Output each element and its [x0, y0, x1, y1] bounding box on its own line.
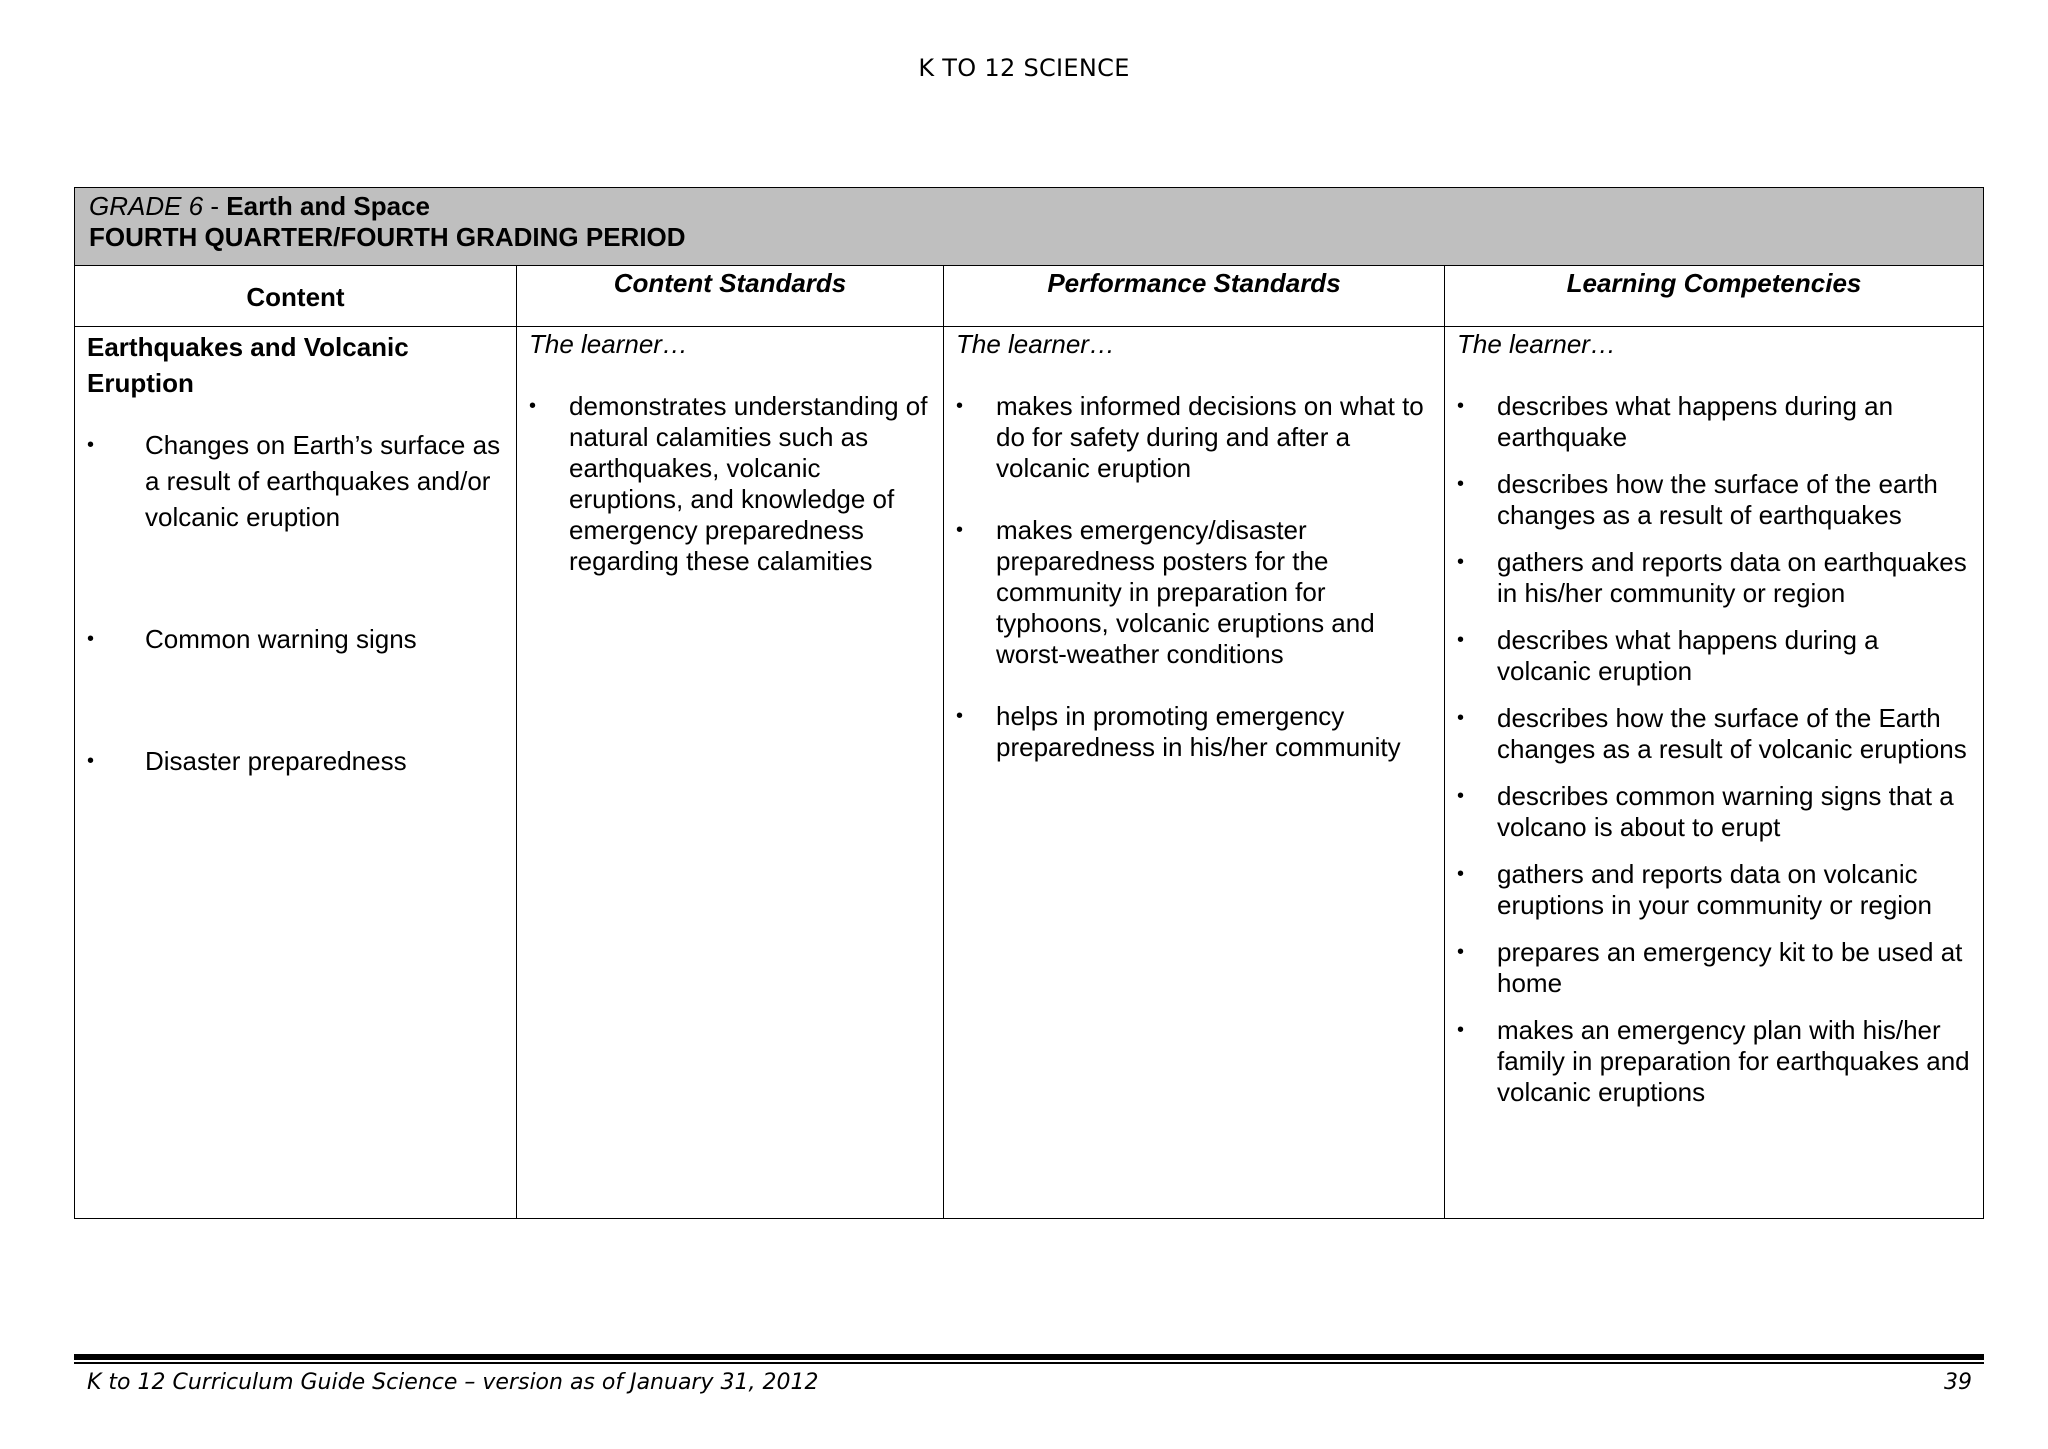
bullet-icon: • [1457, 551, 1465, 573]
footer-document-version: K to 12 Curriculum Guide Science – version as of January 31, 2012 [87, 1370, 819, 1395]
learner-intro: The learner… [956, 329, 1115, 359]
bullet-icon: • [1457, 473, 1465, 495]
learner-intro: The learner… [529, 329, 688, 359]
bullet-icon: • [1457, 707, 1465, 729]
list-item [1457, 391, 1971, 453]
list-item-text: makes an emergency plan with his/her family in preparation for earthquakes and volcanic eruptions [1497, 1015, 1970, 1107]
footer-rule-thin [74, 1362, 1984, 1364]
bullet-icon: • [1457, 1019, 1465, 1041]
list-item-text: Changes on Earth’s surface as a result of earthquakes and/or volcanic eruption [145, 430, 501, 532]
bullet-icon: • [956, 395, 964, 417]
bullet-icon: • [87, 750, 95, 772]
footer-rule-thick [74, 1354, 1984, 1360]
list-item-text: prepares an emergency kit to be used at home [1497, 937, 1963, 998]
column-header-performance-standards: Performance Standards [944, 266, 1445, 327]
learner-intro: The learner… [1457, 329, 1616, 359]
list-item [1457, 781, 1971, 843]
content-standards-cell [517, 327, 944, 1218]
list-item [956, 701, 1432, 763]
learning-competencies-cell [1445, 327, 1983, 1218]
page-header-title: K TO 12 SCIENCE [918, 54, 1130, 82]
title-separator: - [203, 191, 227, 221]
list-item-text: describes how the surface of the earth changes as a result of earthquakes [1497, 469, 1938, 530]
bullet-icon: • [956, 705, 964, 727]
list-item [956, 391, 1432, 484]
list-item-text: Common warning signs [145, 624, 417, 654]
list-item-text: describes what happens during a volcanic eruption [1497, 625, 1879, 686]
performance-standards-cell [944, 327, 1445, 1218]
list-item [1457, 547, 1971, 609]
list-item-text: makes emergency/disaster preparedness posters for the community in preparation for typhoons, volcanic eruptions and worst-weather conditions [996, 515, 1375, 669]
footer-page-number: 39 [1944, 1370, 1972, 1395]
list-item-text: gathers and reports data on volcanic eruptions in your community or region [1497, 859, 1932, 920]
list-item [1457, 859, 1971, 921]
list-item [529, 391, 931, 577]
list-item [1457, 703, 1971, 765]
list-item [1457, 469, 1971, 531]
bullet-icon: • [1457, 785, 1465, 807]
content-standards-list [529, 391, 931, 577]
list-item-text: demonstrates understanding of natural calamities such as earthquakes, volcanic eruptions, and knowledge of emergency preparedness regarding these calamities [569, 391, 928, 576]
bullet-icon: • [529, 395, 537, 417]
quarter-label: FOURTH QUARTER/FOURTH GRADING PERIOD [89, 222, 686, 252]
bullet-icon: • [956, 519, 964, 541]
list-item-text: describes how the surface of the Earth changes as a result of volcanic eruptions [1497, 703, 1967, 764]
column-header-content-standards: Content Standards [517, 266, 944, 327]
table-title-band [75, 188, 1983, 266]
curriculum-table [74, 187, 1984, 1219]
subject-label: Earth and Space [226, 191, 430, 221]
list-item [1457, 937, 1971, 999]
list-item-text: describes common warning signs that a volcano is about to erupt [1497, 781, 1954, 842]
bullet-icon: • [1457, 941, 1465, 963]
bullet-icon: • [1457, 629, 1465, 651]
list-item [1457, 1015, 1971, 1108]
bullet-icon: • [1457, 395, 1465, 417]
list-item [956, 515, 1432, 670]
column-header-content: Content [75, 266, 517, 327]
list-item [1457, 625, 1971, 687]
list-item-text: Disaster preparedness [145, 746, 407, 776]
column-header-learning-competencies: Learning Competencies [1445, 266, 1983, 327]
list-item [87, 621, 504, 657]
bullet-icon: • [87, 628, 95, 650]
bullet-icon: • [87, 434, 95, 456]
list-item-text: gathers and reports data on earthquakes in his/her community or region [1497, 547, 1967, 608]
grade-label: GRADE 6 [89, 191, 204, 221]
content-topic-list [87, 427, 504, 779]
list-item [87, 427, 504, 535]
list-item [87, 743, 504, 779]
list-item-text: makes informed decisions on what to do for safety during and after a volcanic eruption [996, 391, 1424, 483]
list-item-text: describes what happens during an earthquake [1497, 391, 1894, 452]
content-topic-title: Earthquakes and Volcanic Eruption [87, 332, 409, 398]
performance-standards-list [956, 391, 1432, 763]
content-cell [75, 327, 517, 1218]
learning-competencies-list [1457, 391, 1971, 1108]
list-item-text: helps in promoting emergency preparedness in his/her community [996, 701, 1401, 762]
bullet-icon: • [1457, 863, 1465, 885]
